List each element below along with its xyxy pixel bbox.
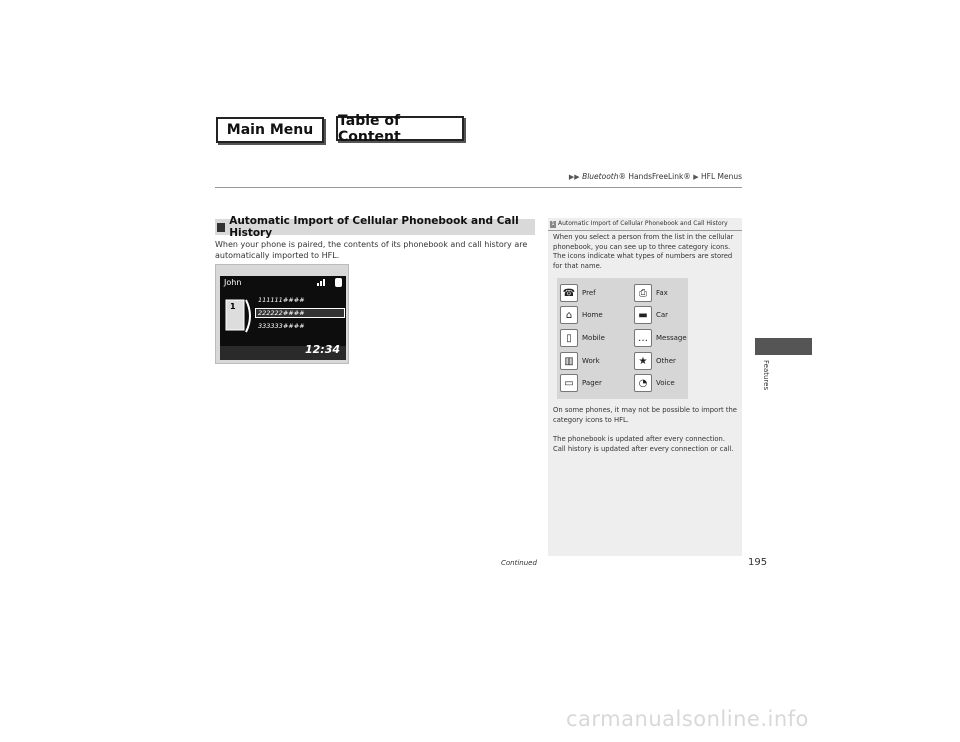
- star-icon: ★: [634, 352, 652, 370]
- section-body: When your phone is paired, the contents of its phonebook and call history are automatically imported to HFL.: [215, 240, 528, 260]
- features-tab[interactable]: [755, 338, 812, 355]
- category-work: [560, 352, 600, 370]
- sidebar-divider: [548, 230, 742, 231]
- screen-contact-name: John: [224, 278, 242, 287]
- continued-label: Continued: [501, 559, 537, 567]
- category-label: Voice: [656, 379, 675, 387]
- breadcrumb-hfl-menus[interactable]: HFL Menus: [700, 172, 742, 181]
- screen-clock: 12:34: [304, 343, 340, 356]
- car-icon: ▬: [634, 306, 652, 324]
- fax-icon: ⎙: [634, 284, 652, 302]
- category-label: Work: [582, 357, 600, 365]
- table-of-content-button[interactable]: Table of Content: [336, 116, 464, 141]
- screen-number-row: 111111####: [258, 296, 305, 304]
- phonebook-icon: [224, 298, 252, 336]
- sidebar-note: [548, 218, 742, 556]
- sidebar-para-1: When you select a person from the list in the cellular phonebook, you can see up to three category icons. The icons indicate what types of numbers are stored for that name.: [553, 233, 734, 270]
- message-icon: …: [634, 329, 652, 347]
- screen-number-row-selected: 222222####: [255, 308, 345, 318]
- section-heading: [215, 215, 535, 239]
- category-pref: [560, 284, 596, 302]
- watermark: carmanualsonline.info: [566, 707, 809, 731]
- category-other: [634, 352, 676, 370]
- mobile-icon: ▯: [560, 329, 578, 347]
- work-icon: ▥: [560, 352, 578, 370]
- screen-index: 1: [230, 302, 236, 311]
- breadcrumb-arrow-icon: ▶▶: [568, 173, 580, 181]
- note-number: 1: [551, 221, 555, 227]
- category-label: Fax: [656, 289, 668, 297]
- category-car: [634, 306, 668, 324]
- phone-icon: ☎: [560, 284, 578, 302]
- sidebar-heading: [550, 220, 728, 228]
- breadcrumb: [569, 172, 742, 181]
- screen-number-row: 333333####: [258, 322, 305, 330]
- category-mobile: [560, 329, 605, 347]
- category-label: Mobile: [582, 334, 605, 342]
- category-label: Pref: [582, 289, 596, 297]
- sidebar-heading-text: Automatic Import of Cellular Phonebook and Call History: [558, 220, 728, 227]
- square-bullet-icon: [217, 223, 225, 232]
- category-home: [560, 306, 603, 324]
- category-label: Other: [656, 357, 676, 365]
- breadcrumb-handsfreelink[interactable]: ® HandsFreeLink®: [618, 172, 691, 181]
- sidebar-para-3: The phonebook is updated after every connection. Call history is updated after every connection or call.: [553, 435, 734, 453]
- pager-icon: ▭: [560, 374, 578, 392]
- category-icon-panel: [557, 278, 688, 399]
- page-number: 195: [748, 557, 768, 568]
- main-menu-button[interactable]: Main Menu: [216, 117, 324, 143]
- category-message: [634, 329, 687, 347]
- category-fax: [634, 284, 668, 302]
- header-divider: [215, 187, 742, 188]
- breadcrumb-arrow-icon: ▶: [693, 173, 699, 181]
- category-voice: [634, 374, 675, 392]
- category-label: Message: [656, 334, 687, 342]
- sidebar-para-2: On some phones, it may not be possible to import the category icons to HFL.: [553, 406, 737, 424]
- features-tab-label: Features: [762, 360, 770, 391]
- breadcrumb-bluetooth[interactable]: Bluetooth: [582, 172, 619, 181]
- category-label: Car: [656, 311, 669, 319]
- section-title: Automatic Import of Cellular Phonebook and Call History: [229, 215, 519, 239]
- category-pager: [560, 374, 602, 392]
- category-label: Home: [582, 311, 603, 319]
- voice-icon: ◔: [634, 374, 652, 392]
- hfl-screen-image: [215, 264, 349, 364]
- signal-bluetooth-icon: [317, 278, 343, 287]
- category-label: Pager: [582, 379, 602, 387]
- home-icon: ⌂: [560, 306, 578, 324]
